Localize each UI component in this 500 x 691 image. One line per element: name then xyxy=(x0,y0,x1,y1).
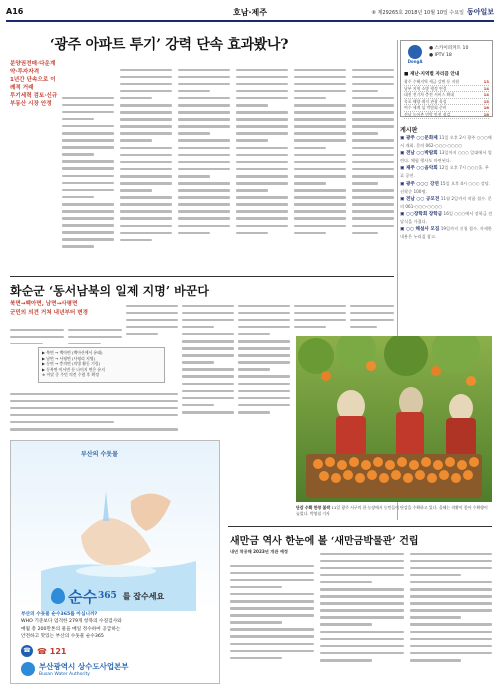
ad-copy-line: 안전하고 맛있는 부산의 수돗물 순수365 xyxy=(21,633,104,639)
section-title: 호남·제주 xyxy=(233,8,267,17)
photo-credit: 박영철 기자 xyxy=(309,510,330,516)
ad-copy-line: 매월 총 200만톤의 물을 매일 정수하여 공급하는 xyxy=(21,626,121,632)
article1-subhead: 투기세력 검토·신규 xyxy=(10,93,58,99)
index-row[interactable]: 대전 전기차 충전 서비스 확대 14 xyxy=(404,92,489,98)
section-divider xyxy=(10,276,394,277)
factbox-line: ▶ 동복면·이서면 등 나머지 면은 유지 xyxy=(42,366,106,372)
index-row[interactable]: 목포 해양 레저 관광 육성 15 xyxy=(404,98,489,104)
ad-tagline: 를 잡수세요 xyxy=(122,591,165,601)
article1-subhead: 부동산 시장 안정 xyxy=(10,101,52,107)
article1-body-col xyxy=(294,64,346,272)
ad-org-name: 부산광역시 상수도사업본부 xyxy=(39,662,129,671)
notice-item: ▣ 전남 ○○ 공모전 11월 2일까지 작품 접수. 문의 061-○○○-○○○○ xyxy=(400,195,492,209)
water-ad[interactable] xyxy=(10,440,220,684)
article3-body-col xyxy=(320,548,404,684)
paper-name: 동아일보 xyxy=(466,7,494,16)
index-row[interactable]: 남부 지역 소방 행정 연결 14 xyxy=(404,85,489,91)
article2-factbox xyxy=(38,347,165,383)
water-authority-logo-icon xyxy=(21,662,35,676)
index-list xyxy=(404,79,489,119)
article1-subhead: 분양권전매·다운계약·투자자격 xyxy=(10,61,56,75)
index-side-item[interactable]: ● IPTV 18 xyxy=(429,53,452,58)
article2-body-col xyxy=(238,300,290,440)
masthead xyxy=(6,6,494,22)
factbox-line: ▶ 북면 → 백아면 (백아산에서 유래) xyxy=(42,350,103,355)
article1-headline: ‘광주 아파트 투기’ 강력 단속 효과봤나? xyxy=(49,37,289,53)
factbox-line: ▶ 동면 → 충의면 (의병 활동 기림) xyxy=(42,361,101,367)
donga-logo-icon: DongA xyxy=(404,45,426,67)
photo-caption: 단감 수확 한창 봄싹 11일 광주 서구의 한 농장에서 농민들이 단감을 수확하고 있다. 올해는 작황이 좋아 수확량이 늘었다. 박영철 기자 xyxy=(296,505,488,516)
ad-image xyxy=(11,441,219,611)
article1-body-col xyxy=(236,64,288,272)
article3-subhead: 내년 착공해 2023년 개관 예정 xyxy=(230,549,288,554)
persimmon-harvest-photo xyxy=(296,336,492,502)
article1-subheads xyxy=(10,60,60,108)
article3-body-col xyxy=(230,560,314,684)
article1-body-col xyxy=(120,64,172,272)
section-divider xyxy=(228,526,492,527)
index-row[interactable]: 광주 수해지역 세금 감면 등 지원 13 xyxy=(404,79,489,84)
ad-call-number: ☎ 121 xyxy=(37,646,67,656)
ad-call[interactable] xyxy=(21,645,66,657)
phone-icon: ☎ xyxy=(21,645,33,657)
article2-subhead: 북면→백아면, 남면→사평면 xyxy=(10,301,78,307)
article3-headline: 새만금 역사 한눈에 볼 ‘새만금박물관’ 건립 xyxy=(230,536,419,547)
article1-subhead: 1년간 단속으로 이례적 거래 xyxy=(10,77,56,91)
article2-headline: 화순군 ‘동서남북의 일제 지명’ 바꾼다 xyxy=(10,284,209,298)
article2-body-col xyxy=(182,300,234,440)
index-side-list xyxy=(429,45,468,59)
notice-item: ▣ 전남 ○○박람회 13일까지 ○○○ 일대에서 열린다. 체험 행사도 마련된다. xyxy=(400,150,492,164)
notice-item: ▣ 광주 ○○○ 강연 15일 오후 4시 ○○○ 강당. 선착순 100명. xyxy=(400,180,491,194)
index-box xyxy=(400,40,493,117)
article1-body-col xyxy=(62,92,114,272)
factbox-line: ▶ 남면 → 사평면 (사평리 지명) xyxy=(42,355,96,361)
article1-body-col xyxy=(352,64,394,272)
page-number: A16 xyxy=(6,7,24,16)
article2-body-col xyxy=(294,300,346,330)
article3-body-col xyxy=(410,548,492,684)
article2-body-col xyxy=(126,300,178,344)
index-row[interactable]: 여수 세계 섬 박람회 준비 16 xyxy=(404,105,489,111)
notice-item: ▣ 제주 ○○음악회 12일 오후 7시 ○○○홀. 무료 공연. xyxy=(400,165,489,179)
ad-org-name-en: Busan Water Authority xyxy=(39,672,90,677)
article2-body-col xyxy=(10,388,178,436)
factbox-line: ※ 이달 중 주민 의견 수렴 후 확정 xyxy=(42,372,100,378)
ad-brand xyxy=(51,586,164,606)
notice-board xyxy=(400,134,493,342)
ad-copy-line: 부산의 수돗물 순수365를 아십니까? xyxy=(21,612,98,617)
index-title: ■ 재난·지역별 자리끔 안내 xyxy=(404,72,460,77)
notice-title: 게시판 xyxy=(400,127,418,134)
notice-item: ▣ ○○장학회 장학금 16일 ○○○에서 장학금 전달식을 가졌다. xyxy=(400,210,493,225)
ad-brand-number: 365 xyxy=(97,591,117,601)
article2-body-col xyxy=(350,300,394,330)
ad-copy-line: WHO 기준보다 엄격한 279개 항목의 수질검사와 xyxy=(21,619,122,625)
issue-info: ⑧ 제29265호 2018년 10월 10일 수요일 동아일보 xyxy=(371,7,494,16)
article2-subheads xyxy=(10,300,120,317)
article2-body-col xyxy=(68,324,122,344)
article2-body-col xyxy=(10,324,64,344)
ad-tag: 부산의 수돗물 xyxy=(81,451,118,458)
notice-item: ▣ 광주 ○○문화제 11일 오후 2시 광주 ○○○에서 개최. 문의 062-○○○-○○○○ xyxy=(400,135,492,149)
photo-caption-title: 단감 수확 한창 봄싹 xyxy=(296,505,331,510)
index-side-item[interactable]: ● 스카이퍼커트 10 xyxy=(429,46,469,51)
notice-item: ▣ ○○ 해설사 모집 19일까지 신청 접수. 자세한 내용은 누리집 참고. xyxy=(400,226,492,240)
article2-subhead: 군민의 의견 거쳐 내년부터 변경 xyxy=(10,309,89,316)
ad-org-logo xyxy=(21,661,129,677)
water-drop-icon xyxy=(51,588,65,604)
index-row[interactable]: 전남 농어촌 민박 안전 점검 16 xyxy=(404,111,489,117)
ad-brand-name: 순수 xyxy=(68,587,97,606)
ad-copy xyxy=(21,611,211,640)
article1-body-col xyxy=(178,64,230,272)
